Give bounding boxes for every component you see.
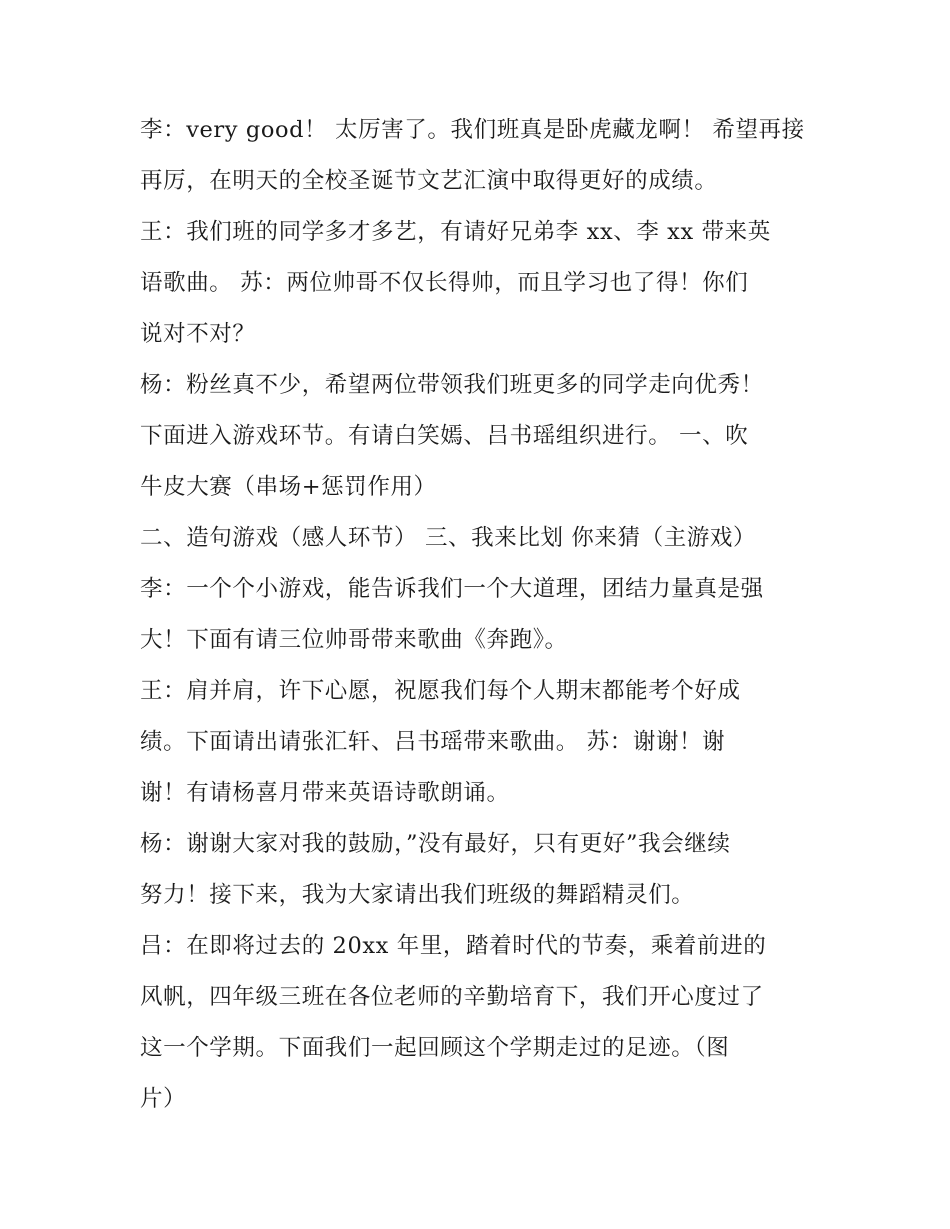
text-line: 杨：粉丝真不少，希望两位带领我们班更多的同学走向优秀！ [140, 372, 764, 398]
text-line: 努力！接下来，我为大家请出我们班级的舞蹈精灵们。 [140, 882, 695, 908]
text-line: 大！下面有请三位帅哥带来歌曲《奔跑》。 [140, 627, 568, 653]
text-line: 杨：谢谢大家对我的鼓励，”没有最好，只有更好”我会继续 [140, 831, 731, 857]
text-line: 谢！有请杨喜月带来英语诗歌朗诵。 [140, 780, 510, 806]
text-line: 说对不对？ [140, 321, 256, 347]
text-line: 这一个学期。下面我们一起回顾这个学期走过的足迹。（图 [140, 1035, 730, 1061]
text-line: 风帆，四年级三班在各位老师的辛勤培育下，我们开心度过了 [140, 984, 764, 1010]
text-line: 再厉，在明天的全校圣诞节文艺汇演中取得更好的成绩。 [140, 168, 718, 194]
text-line: 片） [140, 1086, 187, 1112]
text-line: 王：我们班的同学多才多艺，有请好兄弟李 xx、李 xx 带来英 [140, 219, 771, 245]
text-line: 李：一个个小游戏，能告诉我们一个大道理，团结力量真是强 [140, 576, 764, 602]
text-line: 绩。下面请出请张汇轩、吕书瑶带来歌曲。 苏：谢谢！谢 [140, 729, 726, 755]
text-line: 下面进入游戏环节。有请白笑嫣、吕书瑶组织进行。 一、吹 [140, 423, 749, 449]
text-line: 李：very good！ 太厉害了。我们班真是卧虎藏龙啊！ 希望再接 [140, 117, 805, 143]
text-line: 王：肩并肩，许下心愿，祝愿我们每个人期末都能考个好成 [140, 678, 741, 704]
text-line: 牛皮大赛（串场+惩罚作用） [140, 474, 437, 500]
document-body [140, 105, 820, 1125]
text-line: 吕：在即将过去的 20xx 年里，踏着时代的节奏，乘着前进的 [140, 933, 767, 959]
text-line: 二、造句游戏（感人环节） 三、我来比划 你来猜（主游戏） [140, 525, 757, 551]
text-line: 语歌曲。 苏：两位帅哥不仅长得帅，而且学习也了得！你们 [140, 270, 749, 296]
